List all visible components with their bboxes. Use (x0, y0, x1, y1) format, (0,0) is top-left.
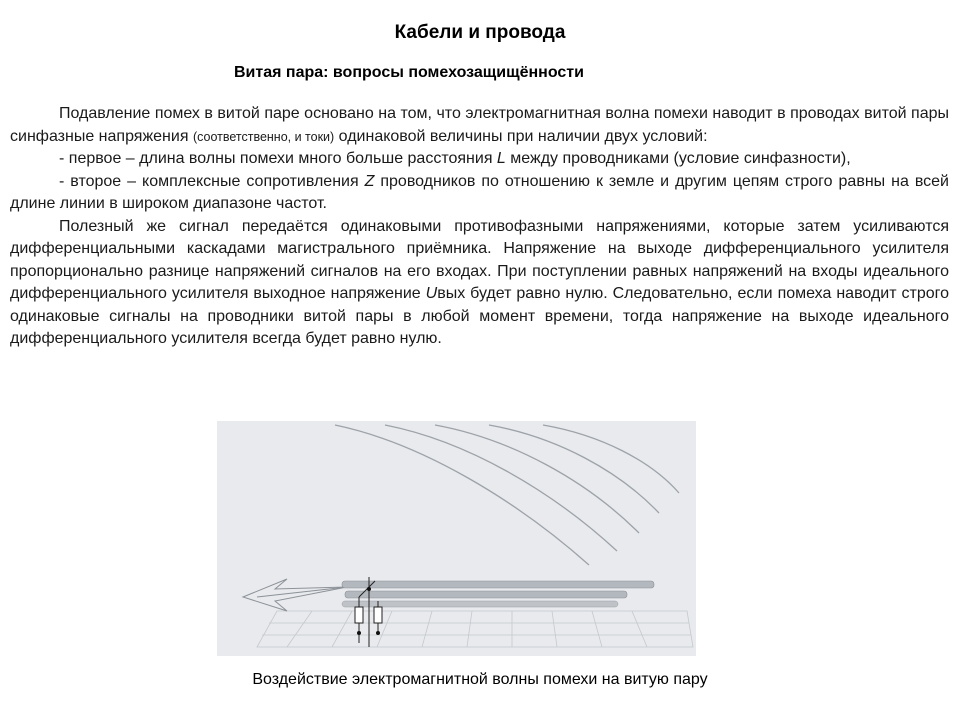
paragraph-text: вых будет равно нулю. Следовательно, если помеха наводит строго одинаковые сигналы на проводники витой пары в любой момент времени, тогда напряжение на выходе идеального дифференциального усилителя всегда будет равно нулю. (10, 285, 949, 347)
figure-caption: Воздействие электромагнитной волны помехи на витую пару (252, 671, 708, 688)
body-text (10, 103, 949, 351)
twisted-pair-cables (342, 581, 654, 607)
twisted-pair-figure (217, 421, 696, 656)
paragraph-intro (10, 103, 949, 148)
variable-l: L (496, 150, 506, 167)
wave-fronts (335, 425, 679, 565)
condition-text: - второе – комплексные сопротивления (59, 172, 365, 190)
wave-direction-arrow (243, 579, 347, 611)
paragraph-text: Подавление помех в витой паре основано на том, что электромагнитная волна помехи наводит в проводах витой пары синфазные напряжения (10, 105, 949, 145)
paragraph-note: (соответственно, и токи) (192, 129, 335, 144)
paragraph-signal (10, 216, 949, 351)
condition-text: - первое – длина волны помехи много больше расстояния (59, 150, 497, 167)
page-subtitle: Витая пара: вопросы помехозащищённости (234, 64, 584, 81)
paragraph-text: Полезный же сигнал передаётся одинаковыми противофазными напряжениями, которые затем усиливаются дифференциальными каскадами магистрального приёмника. Напряжение на выходе дифференциального усилителя пропорционально разнице напряжений сигналов на его входах. При поступлении равных напряжений на входы идеального дифференциального усилителя выходное напряжение (10, 217, 949, 302)
condition-second (10, 171, 949, 216)
condition-text: между проводниками (условие синфазности), (505, 150, 851, 167)
ground-grid (257, 611, 693, 647)
interference-illustration (217, 421, 696, 656)
condition-first (10, 148, 949, 171)
condition-text: проводников по отношению к земле и другим цепям строго равны на всей длине линии в широком диапазоне частот. (10, 172, 949, 212)
page-title: Кабели и провода (394, 22, 566, 43)
paragraph-text: одинаковой величины при наличии двух условий: (334, 127, 708, 145)
variable-z: Z (364, 172, 375, 190)
variable-u: U (425, 285, 438, 302)
